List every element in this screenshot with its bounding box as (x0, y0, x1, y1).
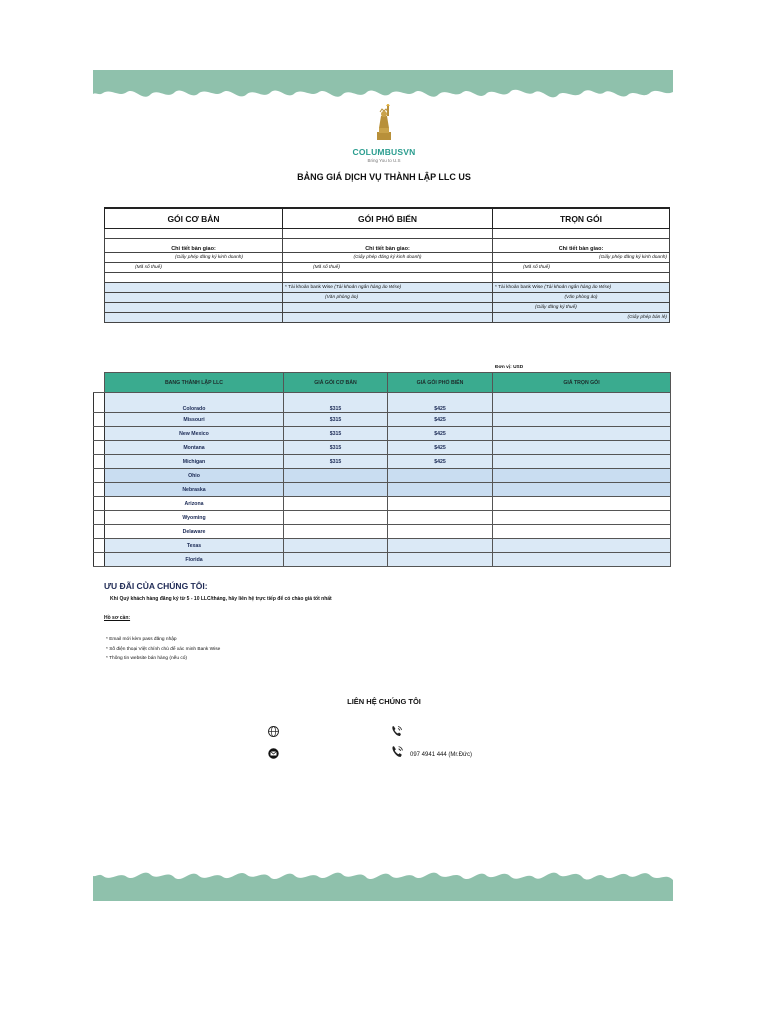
basic-price-cell: $315 (284, 441, 388, 455)
price-header-full: GIÁ TRỌN GÓI (493, 373, 671, 393)
popular-price-cell (388, 511, 493, 525)
benefits-title: ƯU ĐÃI CỦA CHÚNG TÔI: (104, 581, 208, 591)
table-row (105, 293, 670, 303)
state-cell: Montana (105, 441, 284, 455)
basic-price-cell: $315 (284, 413, 388, 427)
state-cell: Florida (105, 553, 284, 567)
state-cell: Texas (105, 539, 284, 553)
sales-license-full: (Giấy phép bán lẻ) (493, 313, 670, 323)
state-cell: Nebraska (105, 483, 284, 497)
basic-price-cell: $315 (284, 427, 388, 441)
list-item: * Số điện thoại Việt chính chủ để xác minh Bank Wise (106, 646, 221, 652)
price-header-popular: GIÁ GÓI PHỔ BIẾN (388, 373, 493, 393)
globe-icon[interactable] (268, 726, 279, 737)
brand-tagline: Bring You to U.S (367, 158, 401, 163)
license-basic: (Giấy phép đăng ký kinh doanh) (105, 253, 283, 263)
package-header-row (105, 208, 670, 229)
state-cell: Delaware (105, 525, 284, 539)
table-row (94, 413, 671, 427)
popular-price-cell (388, 469, 493, 483)
package-header-basic: GÓI CƠ BẢN (105, 208, 283, 229)
documents-title: Hồ sơ cần: (104, 615, 131, 621)
popular-price-cell (388, 483, 493, 497)
detail-label-full: Chi tiết bàn giao: (493, 239, 670, 253)
phone-number[interactable]: 097 4941 444 (Mr.Đức) (410, 752, 473, 758)
table-row (94, 497, 671, 511)
detail-label-popular: Chi tiết bàn giao: (283, 239, 493, 253)
popular-price-cell (388, 553, 493, 567)
package-header-full: TRỌN GÓI (493, 208, 670, 229)
state-cell: Arizona (105, 497, 284, 511)
basic-price-cell (284, 497, 388, 511)
state-cell: Wyoming (105, 511, 284, 525)
state-cell: Missouri (105, 413, 284, 427)
popular-price-cell: $425 (388, 393, 493, 413)
basic-price-cell (284, 511, 388, 525)
tax-id-full: (Mã số thuế) (493, 263, 670, 273)
state-cell: Michigan (105, 455, 284, 469)
table-row (94, 553, 671, 567)
table-row (105, 229, 670, 239)
table-row (105, 303, 670, 313)
detail-label-basic: Chi tiết bàn giao: (105, 239, 283, 253)
table-row (94, 469, 671, 483)
email-icon[interactable] (268, 748, 279, 759)
bottom-decorative-band (93, 866, 673, 901)
basic-price-cell: $315 (284, 393, 388, 413)
benefits-text: Khi Quý khách hàng đăng ký từ 5 - 10 LLC/tháng, hãy liên hệ trực tiếp để có chào giá tốt nhất (110, 596, 332, 602)
license-full: (Giấy phép đăng ký kinh doanh) (493, 253, 670, 263)
list-item: * Thông tin website bán hàng (nếu có) (106, 656, 187, 661)
price-header-state: BANG THÀNH LẬP LLC (105, 373, 284, 393)
popular-price-cell: $425 (388, 441, 493, 455)
basic-price-cell (284, 553, 388, 567)
state-price-table (93, 372, 671, 567)
state-cell: Colorado (105, 393, 284, 413)
page-title: BẢNG GIÁ DỊCH VỤ THÀNH LẬP LLC US (297, 172, 471, 182)
documents-list (106, 635, 220, 664)
bank-popular: * Tài khoản bank Wise (Tài khoản ngân hàng ảo Wise) (283, 283, 493, 293)
table-row (105, 239, 670, 253)
tax-registration-full: (Giấy đăng ký thuế) (493, 303, 670, 313)
list-item: * Email mới kèm pass đăng nhập (106, 637, 177, 642)
state-cell: New Mexico (105, 427, 284, 441)
basic-price-cell: $315 (284, 455, 388, 469)
table-row (94, 511, 671, 525)
brand-name: COLUMBUSVN (352, 147, 416, 157)
phone-icon[interactable] (391, 725, 403, 737)
basic-price-cell (284, 539, 388, 553)
statue-of-liberty-icon (368, 104, 400, 140)
popular-price-cell: $425 (388, 427, 493, 441)
office-popular: (Văn phòng ảo) (283, 293, 493, 303)
table-row (105, 283, 670, 293)
table-row (94, 539, 671, 553)
table-row (94, 455, 671, 469)
table-row (94, 525, 671, 539)
price-header-basic: GIÁ GÓI CƠ BẢN (284, 373, 388, 393)
popular-price-cell (388, 497, 493, 511)
table-row (94, 393, 671, 413)
tax-id-popular: (Mã số thuế) (283, 263, 493, 273)
table-row (105, 263, 670, 273)
mobile-phone-icon[interactable] (391, 745, 404, 758)
popular-price-cell: $425 (388, 413, 493, 427)
state-cell: Ohio (105, 469, 284, 483)
basic-price-cell (284, 525, 388, 539)
tax-id-basic: (Mã số thuế) (105, 263, 283, 273)
company-logo (344, 104, 424, 163)
table-row (105, 313, 670, 323)
package-header-popular: GÓI PHỔ BIẾN (283, 208, 493, 229)
table-row (94, 483, 671, 497)
popular-price-cell (388, 539, 493, 553)
currency-unit-label: Đơn vị: USD (495, 365, 524, 370)
contact-title: LIÊN HỆ CHÚNG TÔI (347, 697, 421, 706)
table-row (94, 441, 671, 455)
license-popular: (Giấy phép đăng ký kinh doanh) (283, 253, 493, 263)
table-row (105, 253, 670, 263)
table-row (94, 427, 671, 441)
top-decorative-band (93, 70, 673, 105)
package-comparison-table (104, 207, 670, 323)
office-full: (Văn phòng ảo) (493, 293, 670, 303)
table-row (105, 273, 670, 283)
basic-price-cell (284, 469, 388, 483)
bank-full: * Tài khoản bank Wise (Tài khoản ngân hàng ảo Wise) (493, 283, 670, 293)
price-header-row (94, 373, 671, 393)
popular-price-cell: $425 (388, 455, 493, 469)
basic-price-cell (284, 483, 388, 497)
popular-price-cell (388, 525, 493, 539)
